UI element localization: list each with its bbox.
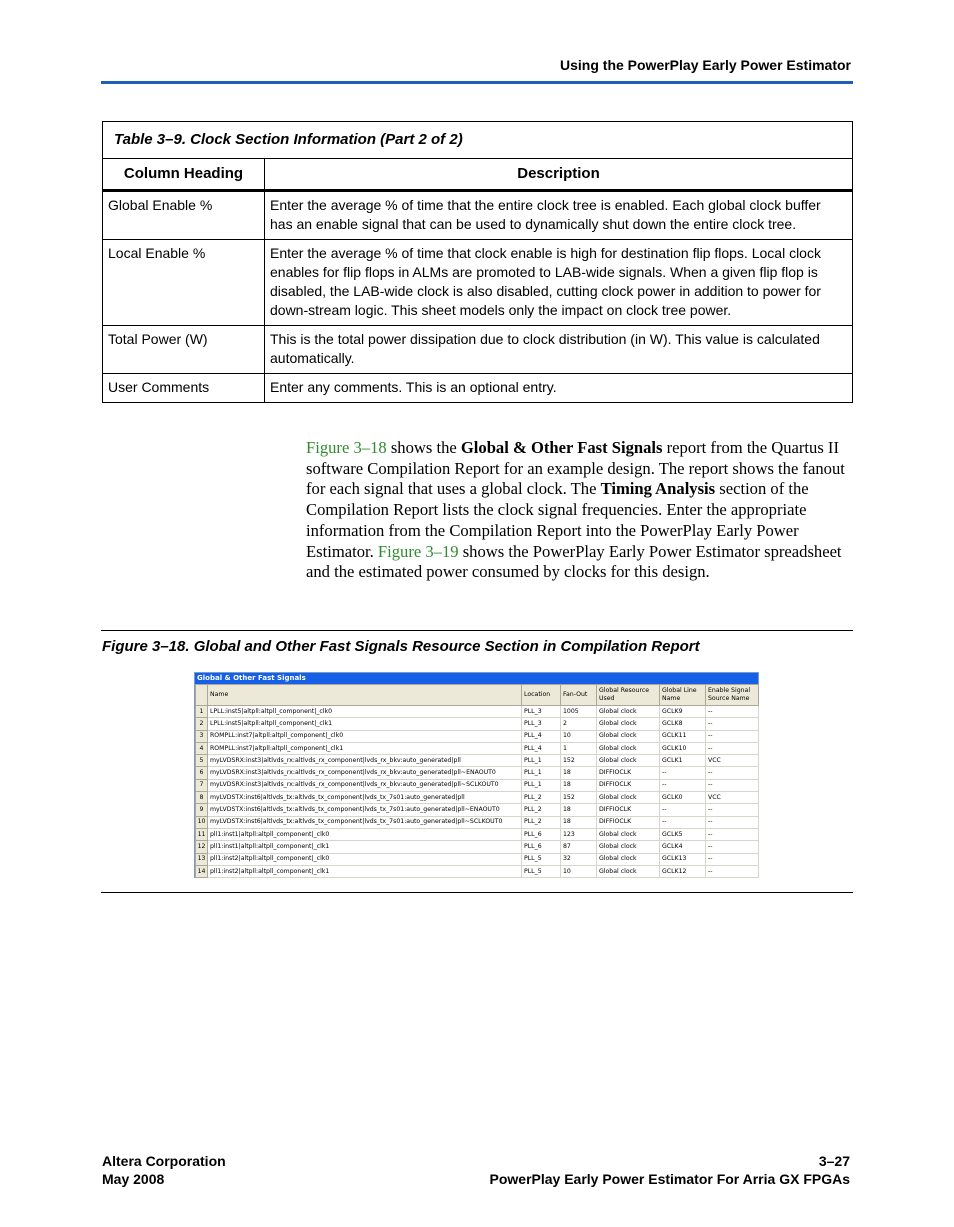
grid-row-number: 2	[196, 718, 208, 730]
grid-cell: GCLK10	[660, 742, 706, 754]
grid-cell: --	[706, 865, 759, 877]
grid-cell: DIFFIOCLK	[597, 816, 660, 828]
figure-3-19-link[interactable]: Figure 3–19	[377, 541, 459, 561]
grid-cell: ROMPLL:inst7|altpll:altpll_component|_clk0	[208, 730, 522, 742]
grid-row-number: 7	[196, 779, 208, 791]
grid-cell: GCLK8	[660, 718, 706, 730]
grid-row-number: 11	[196, 828, 208, 840]
grid-cell: 18	[561, 804, 597, 816]
grid-cell: PLL_1	[522, 767, 561, 779]
grid-row	[196, 828, 759, 840]
report-grid	[195, 684, 759, 878]
grid-row	[196, 841, 759, 853]
grid-cell: Global clock	[597, 742, 660, 754]
grid-cell: 123	[561, 828, 597, 840]
footer-page-number: 3–27	[818, 1153, 850, 1169]
grid-cell: PLL_6	[522, 828, 561, 840]
grid-row	[196, 742, 759, 754]
row-description: Enter the average % of time that clock enable is high for destination flip flops. Local clock enables for flip flops in ALMs are promoted to LAB-wide signals. When a given flip flop is disabled, the LAB-wide clock is also disabled, cutting clock power in addition to power for down-stream logic. This sheet models only the impact on clock tree power.	[265, 240, 853, 326]
grid-cell: --	[706, 853, 759, 865]
grid-cell: myLVDSRX:inst3|altlvds_rx:altlvds_rx_component|lvds_rx_bkv:auto_generated|pll~SCLKOUT0	[208, 779, 522, 791]
footer-date: May 2008	[102, 1171, 165, 1187]
grid-cell: 152	[561, 755, 597, 767]
paragraph-text: shows the PowerPlay Early Power Estimator spreadsheet and the estimated power consumed by clocks for this design.	[306, 541, 842, 582]
grid-cell: 32	[561, 853, 597, 865]
grid-cell: Global clock	[597, 853, 660, 865]
grid-row	[196, 779, 759, 791]
footer-company: Altera Corporation	[102, 1153, 226, 1169]
grid-cell: LPLL:inst5|altpll:altpll_component|_clk0	[208, 706, 522, 718]
paragraph-bold: Timing Analysis	[600, 479, 716, 499]
grid-cell: Global clock	[597, 755, 660, 767]
grid-row	[196, 816, 759, 828]
grid-row	[196, 865, 759, 877]
grid-cell: Global clock	[597, 828, 660, 840]
grid-row	[196, 767, 759, 779]
grid-column-header: Fan-Out	[561, 685, 597, 706]
grid-cell: --	[706, 742, 759, 754]
table-caption: Table 3–9. Clock Section Information (Part 2 of 2)	[103, 122, 853, 159]
grid-cell: GCLK11	[660, 730, 706, 742]
paragraph-bold: Global & Other Fast Signals	[460, 438, 663, 457]
grid-cell: PLL_2	[522, 804, 561, 816]
row-heading: Local Enable %	[103, 240, 265, 326]
grid-cell: myLVDSRX:inst3|altlvds_rx:altlvds_rx_component|lvds_rx_bkv:auto_generated|pll~ENAOUT0	[208, 767, 522, 779]
grid-cell: PLL_3	[522, 718, 561, 730]
grid-cell: 1005	[561, 706, 597, 718]
grid-cell: Global clock	[597, 706, 660, 718]
grid-row-number: 10	[196, 816, 208, 828]
report-title-bar: Global & Other Fast Signals	[195, 673, 758, 684]
grid-cell: pll1:inst1|altpll:altpll_component|_clk1	[208, 841, 522, 853]
grid-row-number: 1	[196, 706, 208, 718]
grid-cell: Global clock	[597, 730, 660, 742]
table-row	[103, 240, 853, 326]
grid-cell: pll1:inst1|altpll:altpll_component|_clk0	[208, 828, 522, 840]
grid-cell: LPLL:inst5|altpll:altpll_component|_clk1	[208, 718, 522, 730]
header-rule	[101, 81, 853, 84]
figure-3-18-link[interactable]: Figure 3–18	[306, 438, 387, 457]
grid-cell: PLL_5	[522, 865, 561, 877]
grid-cell: PLL_4	[522, 730, 561, 742]
table-row	[103, 326, 853, 374]
grid-cell: PLL_1	[522, 755, 561, 767]
grid-cell: --	[706, 779, 759, 791]
row-description: Enter the average % of time that the entire clock tree is enabled. Each global clock buffer has an enable signal that can be used to dynamically shut down the entire clock tree.	[265, 191, 853, 240]
grid-cell: 2	[561, 718, 597, 730]
grid-cell: GCLK5	[660, 828, 706, 840]
grid-cell: PLL_2	[522, 792, 561, 804]
grid-row-number: 4	[196, 742, 208, 754]
running-header: Using the PowerPlay Early Power Estimator	[560, 57, 851, 73]
grid-row	[196, 792, 759, 804]
grid-cell: 18	[561, 779, 597, 791]
footer-left	[102, 1152, 226, 1188]
grid-cell: VCC	[706, 755, 759, 767]
grid-row-number: 9	[196, 804, 208, 816]
grid-column-header: Location	[522, 685, 561, 706]
grid-cell: GCLK0	[660, 792, 706, 804]
grid-column-header: Name	[208, 685, 522, 706]
grid-cell: 18	[561, 767, 597, 779]
grid-cell: GCLK4	[660, 841, 706, 853]
grid-column-header: Global Line Name	[660, 685, 706, 706]
grid-cell: pll1:inst2|altpll:altpll_component|_clk1	[208, 865, 522, 877]
grid-cell: 18	[561, 816, 597, 828]
grid-cell: 87	[561, 841, 597, 853]
report-screenshot	[194, 672, 759, 878]
grid-cell: GCLK9	[660, 706, 706, 718]
grid-cell: --	[660, 804, 706, 816]
column-heading-header: Column Heading	[103, 159, 265, 191]
grid-cell: DIFFIOCLK	[597, 779, 660, 791]
figure-title: Figure 3–18. Global and Other Fast Signals Resource Section in Compilation Report	[102, 638, 700, 655]
grid-cell: pll1:inst2|altpll:altpll_component|_clk0	[208, 853, 522, 865]
paragraph-text: report from the Quartus II software Compilation Report for an example design. The report shows the fanout for each signal that uses a global clock. The	[306, 438, 845, 499]
grid-cell: myLVDSTX:inst6|altlvds_tx:altlvds_tx_component|lvds_tx_7s01:auto_generated|pll~SCLKOUT0	[208, 816, 522, 828]
grid-cell: PLL_6	[522, 841, 561, 853]
row-heading: User Comments	[103, 374, 265, 403]
grid-cell: --	[660, 767, 706, 779]
grid-cell: Global clock	[597, 841, 660, 853]
grid-row-number: 5	[196, 755, 208, 767]
grid-cell: 152	[561, 792, 597, 804]
grid-cell: Global clock	[597, 718, 660, 730]
row-heading: Global Enable %	[103, 191, 265, 240]
grid-row	[196, 804, 759, 816]
grid-cell: --	[706, 718, 759, 730]
grid-cell: --	[660, 779, 706, 791]
grid-cell: GCLK1	[660, 755, 706, 767]
clock-section-table	[102, 121, 853, 403]
row-description: This is the total power dissipation due to clock distribution (in W). This value is calculated automatically.	[265, 326, 853, 374]
grid-cell: ROMPLL:inst7|altpll:altpll_component|_clk1	[208, 742, 522, 754]
grid-cell: 10	[561, 865, 597, 877]
grid-row	[196, 730, 759, 742]
grid-cell: --	[706, 828, 759, 840]
grid-cell: --	[706, 804, 759, 816]
grid-cell: myLVDSTX:inst6|altlvds_tx:altlvds_tx_component|lvds_tx_7s01:auto_generated|pll	[208, 792, 522, 804]
figure-rule-bottom	[101, 892, 853, 893]
row-number-header	[196, 685, 208, 706]
table-row	[103, 191, 853, 240]
grid-cell: myLVDSTX:inst6|altlvds_tx:altlvds_tx_component|lvds_tx_7s01:auto_generated|pll~ENAOUT0	[208, 804, 522, 816]
grid-row-number: 12	[196, 841, 208, 853]
grid-row-number: 6	[196, 767, 208, 779]
grid-row	[196, 718, 759, 730]
grid-row	[196, 853, 759, 865]
grid-cell: 10	[561, 730, 597, 742]
grid-row-number: 3	[196, 730, 208, 742]
grid-cell: VCC	[706, 792, 759, 804]
grid-cell: PLL_5	[522, 853, 561, 865]
grid-row-number: 8	[196, 792, 208, 804]
grid-cell: --	[706, 816, 759, 828]
grid-cell: PLL_2	[522, 816, 561, 828]
grid-cell: Global clock	[597, 792, 660, 804]
grid-cell: --	[706, 706, 759, 718]
footer-doc-title: PowerPlay Early Power Estimator For Arria GX FPGAs	[489, 1171, 850, 1187]
body-paragraph	[306, 438, 855, 583]
grid-cell: Global clock	[597, 865, 660, 877]
paragraph-text: section of the Compilation Report lists the clock signal frequencies. Enter the appropriate information from the Compilation Report into the PowerPlay Early Power Estimator.	[306, 479, 809, 561]
grid-cell: myLVDSRX:inst3|altlvds_rx:altlvds_rx_component|lvds_rx_bkv:auto_generated|pll	[208, 755, 522, 767]
grid-cell: 1	[561, 742, 597, 754]
grid-cell: DIFFIOCLK	[597, 804, 660, 816]
grid-cell: DIFFIOCLK	[597, 767, 660, 779]
grid-row	[196, 755, 759, 767]
grid-row	[196, 706, 759, 718]
table-row	[103, 374, 853, 403]
grid-row-number: 13	[196, 853, 208, 865]
grid-cell: PLL_1	[522, 779, 561, 791]
row-description: Enter any comments. This is an optional entry.	[265, 374, 853, 403]
grid-cell: PLL_3	[522, 706, 561, 718]
grid-cell: --	[706, 841, 759, 853]
description-header: Description	[265, 159, 853, 191]
grid-cell: GCLK13	[660, 853, 706, 865]
footer-right	[490, 1152, 851, 1188]
grid-cell: PLL_4	[522, 742, 561, 754]
figure-rule-top	[101, 630, 853, 631]
grid-cell: --	[706, 730, 759, 742]
grid-cell: --	[706, 767, 759, 779]
grid-column-header: Global Resource Used	[597, 685, 660, 706]
grid-row-number: 14	[196, 865, 208, 877]
grid-cell: --	[660, 816, 706, 828]
paragraph-text: shows the	[386, 438, 461, 457]
row-heading: Total Power (W)	[103, 326, 265, 374]
grid-cell: GCLK12	[660, 865, 706, 877]
grid-column-header: Enable Signal Source Name	[706, 685, 759, 706]
